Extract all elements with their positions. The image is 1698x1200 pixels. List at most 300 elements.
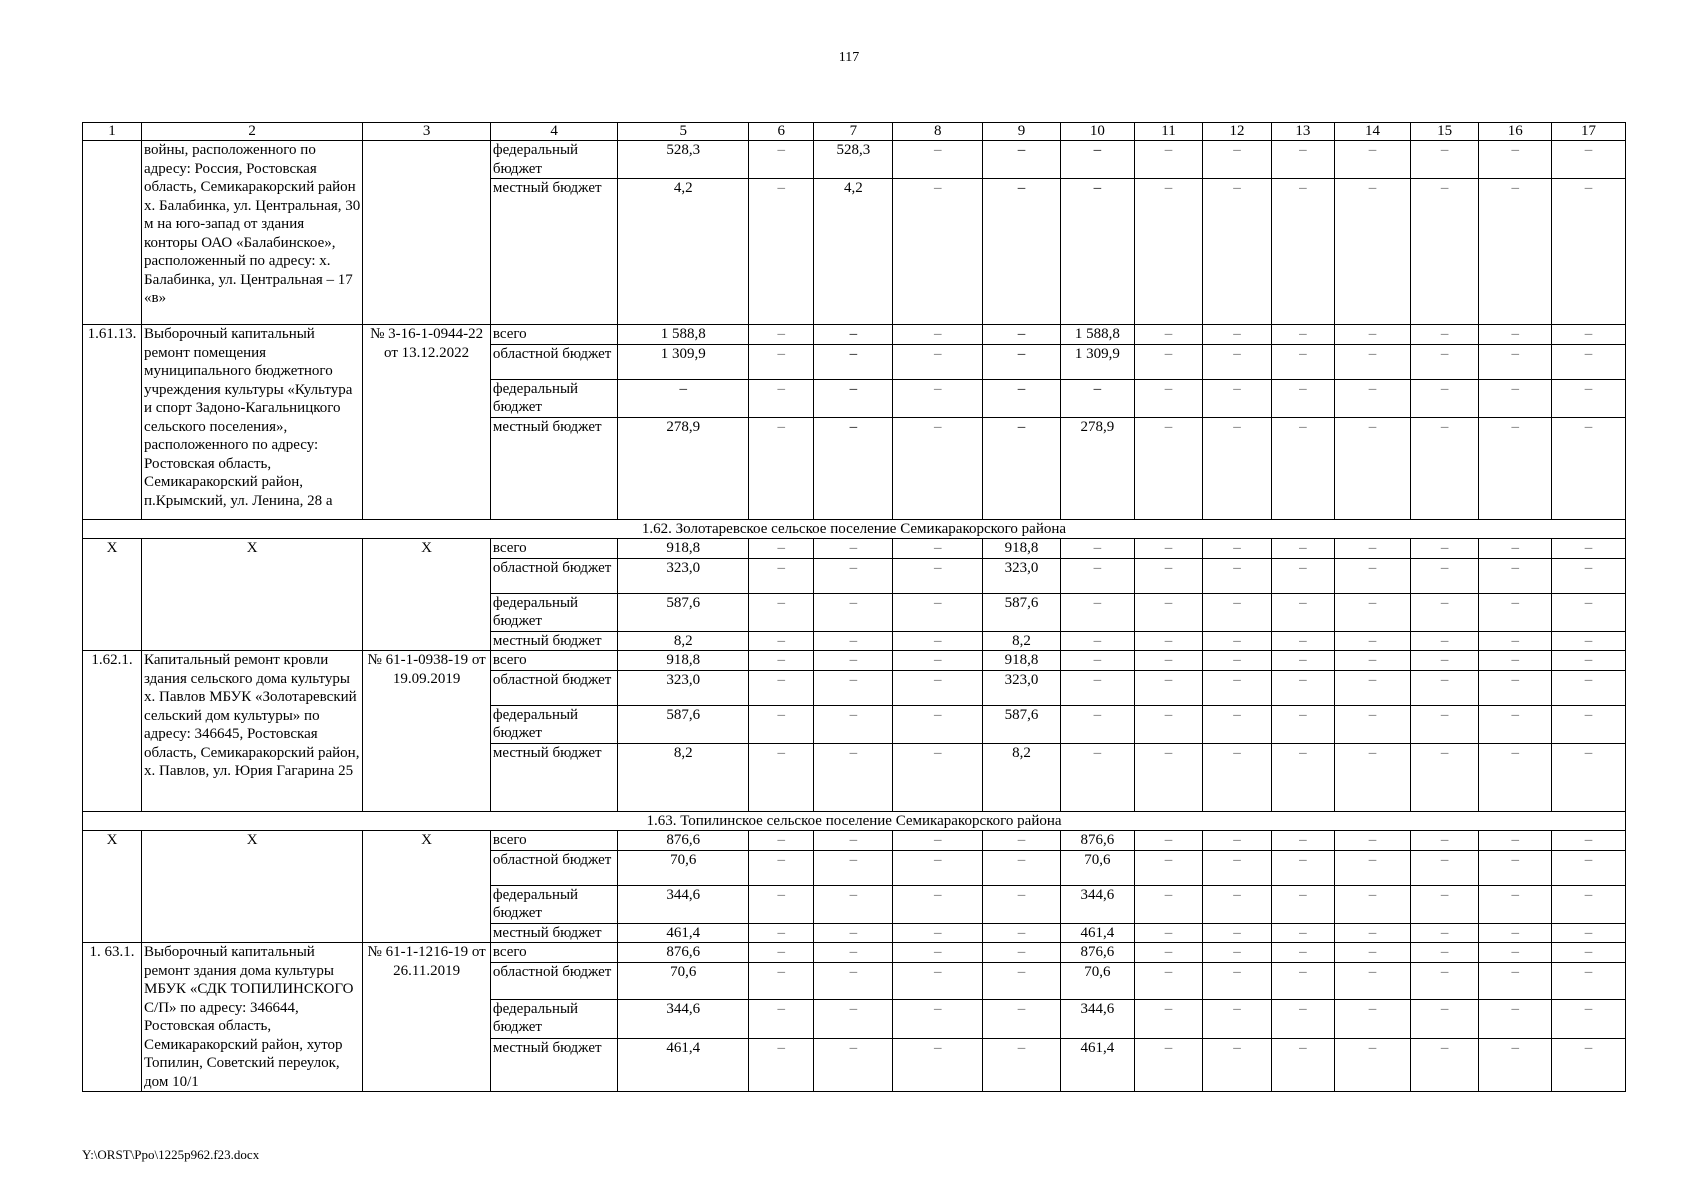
value-cell-col-10: 876,6	[1061, 943, 1135, 963]
dash-cell: –	[1061, 670, 1135, 705]
dash-cell: –	[1271, 923, 1334, 943]
dash-cell: –	[749, 593, 814, 631]
table-row	[83, 539, 1626, 559]
value-cell-col-7: –	[814, 344, 893, 379]
value-cell-col-10: 1 588,8	[1061, 325, 1135, 345]
dash-cell: –	[1335, 179, 1411, 325]
dash-cell: –	[1552, 651, 1626, 671]
dash-cell: –	[1335, 1039, 1411, 1092]
budget-source-label: всего	[490, 651, 618, 671]
budget-source-label: федеральный бюджет	[490, 705, 618, 743]
value-cell-col-9: 8,2	[983, 743, 1061, 811]
value-cell-col-9: –	[983, 179, 1061, 325]
table-row	[83, 325, 1626, 345]
dash-cell: –	[1134, 705, 1203, 743]
dash-cell: –	[749, 705, 814, 743]
dash-cell: –	[749, 743, 814, 811]
dash-cell: –	[1335, 963, 1411, 999]
dash-cell: –	[893, 379, 983, 417]
value-cell-col-9: 918,8	[983, 651, 1061, 671]
budget-source-label: областной бюджет	[490, 670, 618, 705]
dash-cell: –	[1271, 631, 1334, 651]
value-cell-col-10: 1 309,9	[1061, 344, 1135, 379]
dash-cell: –	[1552, 885, 1626, 923]
dash-cell: –	[1552, 999, 1626, 1038]
dash-cell: –	[1203, 651, 1272, 671]
dash-cell: –	[1203, 1039, 1272, 1092]
dash-cell: –	[1134, 831, 1203, 851]
column-header-13: 13	[1271, 123, 1334, 141]
item-number: 1. 63.1.	[83, 943, 142, 1092]
x-marker: Х	[83, 831, 142, 943]
dash-cell: –	[1410, 670, 1479, 705]
value-cell-col-7: –	[814, 325, 893, 345]
dash-cell: –	[1203, 344, 1272, 379]
dash-cell: –	[814, 885, 893, 923]
budget-source-label: федеральный бюджет	[490, 379, 618, 417]
dash-cell: –	[1134, 593, 1203, 631]
dash-cell: –	[1479, 539, 1552, 559]
dash-cell: –	[749, 179, 814, 325]
dash-cell: –	[893, 417, 983, 519]
dash-cell: –	[1335, 558, 1411, 593]
budget-source-label: местный бюджет	[490, 923, 618, 943]
dash-cell: –	[1134, 417, 1203, 519]
dash-cell: –	[983, 999, 1061, 1038]
value-cell-col-5: 461,4	[618, 923, 749, 943]
dash-cell: –	[893, 325, 983, 345]
dash-cell: –	[749, 943, 814, 963]
dash-cell: –	[1061, 539, 1135, 559]
dash-cell: –	[1479, 651, 1552, 671]
dash-cell: –	[1061, 558, 1135, 593]
dash-cell: –	[1271, 831, 1334, 851]
dash-cell: –	[1134, 963, 1203, 999]
dash-cell: –	[1552, 923, 1626, 943]
dash-cell: –	[893, 743, 983, 811]
value-cell-col-10: –	[1061, 379, 1135, 417]
column-header-7: 7	[814, 123, 893, 141]
dash-cell: –	[1335, 344, 1411, 379]
dash-cell: –	[1479, 141, 1552, 179]
dash-cell: –	[983, 885, 1061, 923]
dash-cell: –	[893, 1039, 983, 1092]
page-number: 117	[838, 50, 860, 65]
dash-cell: –	[1335, 141, 1411, 179]
dash-cell: –	[1410, 831, 1479, 851]
dash-cell: –	[1552, 850, 1626, 885]
dash-cell: –	[1335, 593, 1411, 631]
dash-cell: –	[983, 963, 1061, 999]
dash-cell: –	[1271, 999, 1334, 1038]
dash-cell: –	[1134, 539, 1203, 559]
dash-cell: –	[893, 539, 983, 559]
dash-cell: –	[1410, 1039, 1479, 1092]
column-header-16: 16	[1479, 123, 1552, 141]
dash-cell: –	[893, 999, 983, 1038]
dash-cell: –	[749, 539, 814, 559]
dash-cell: –	[814, 539, 893, 559]
dash-cell: –	[814, 743, 893, 811]
dash-cell: –	[1479, 417, 1552, 519]
dash-cell: –	[1552, 379, 1626, 417]
dash-cell: –	[1410, 593, 1479, 631]
x-marker: Х	[142, 539, 363, 651]
value-cell-col-10: 344,6	[1061, 885, 1135, 923]
value-cell-col-9: –	[983, 379, 1061, 417]
value-cell-col-9: 323,0	[983, 558, 1061, 593]
expertise-reference: № 61-1-0938-19 от 19.09.2019	[363, 651, 491, 812]
value-cell-col-5: 461,4	[618, 1039, 749, 1092]
dash-cell: –	[1552, 631, 1626, 651]
dash-cell: –	[1410, 344, 1479, 379]
item-number	[83, 141, 142, 325]
dash-cell: –	[1335, 705, 1411, 743]
dash-cell: –	[1410, 943, 1479, 963]
budget-source-label: всего	[490, 539, 618, 559]
dash-cell: –	[1271, 379, 1334, 417]
dash-cell: –	[1061, 651, 1135, 671]
table-row	[83, 831, 1626, 851]
table-row	[83, 651, 1626, 671]
dash-cell: –	[1479, 743, 1552, 811]
dash-cell: –	[1061, 705, 1135, 743]
dash-cell: –	[1203, 539, 1272, 559]
dash-cell: –	[814, 850, 893, 885]
dash-cell: –	[1410, 179, 1479, 325]
dash-cell: –	[1134, 558, 1203, 593]
dash-cell: –	[1203, 923, 1272, 943]
budget-source-label: местный бюджет	[490, 417, 618, 519]
x-marker: Х	[83, 539, 142, 651]
dash-cell: –	[1335, 670, 1411, 705]
value-cell-col-9: 587,6	[983, 593, 1061, 631]
footer-file-path: Y:\ORST\Ppo\1225p962.f23.docx	[82, 1147, 260, 1162]
value-cell-col-9: –	[983, 325, 1061, 345]
value-cell-col-10: 461,4	[1061, 923, 1135, 943]
dash-cell: –	[1203, 705, 1272, 743]
dash-cell: –	[1203, 179, 1272, 325]
item-number: 1.62.1.	[83, 651, 142, 812]
dash-cell: –	[749, 651, 814, 671]
dash-cell: –	[749, 141, 814, 179]
dash-cell: –	[1271, 651, 1334, 671]
budget-source-label: всего	[490, 943, 618, 963]
budget-source-label: всего	[490, 325, 618, 345]
dash-cell: –	[1552, 943, 1626, 963]
dash-cell: –	[1552, 743, 1626, 811]
section-title: 1.63. Топилинское сельское поселение Семикаракорского района	[83, 811, 1626, 831]
dash-cell: –	[749, 379, 814, 417]
item-description: Выборочный капитальный ремонт здания дома культуры МБУК «СДК ТОПИЛИНСКОГО С/П» по адресу: 346644, Ростовская область, Семикаракорский район, хутор Топилин, Советский переулок, дом 10/1	[142, 943, 363, 1092]
column-header-4: 4	[490, 123, 618, 141]
dash-cell: –	[1335, 999, 1411, 1038]
dash-cell: –	[1479, 1039, 1552, 1092]
value-cell-col-9: 8,2	[983, 631, 1061, 651]
dash-cell: –	[1134, 743, 1203, 811]
dash-cell: –	[893, 593, 983, 631]
dash-cell: –	[1271, 417, 1334, 519]
value-cell-col-5: 344,6	[618, 999, 749, 1038]
dash-cell: –	[1552, 325, 1626, 345]
dash-cell: –	[749, 999, 814, 1038]
value-cell-col-9: –	[983, 344, 1061, 379]
x-marker: Х	[363, 539, 491, 651]
dash-cell: –	[1552, 705, 1626, 743]
dash-cell: –	[1410, 417, 1479, 519]
dash-cell: –	[893, 963, 983, 999]
value-cell-col-10: 70,6	[1061, 850, 1135, 885]
dash-cell: –	[1479, 179, 1552, 325]
column-header-15: 15	[1410, 123, 1479, 141]
dash-cell: –	[814, 558, 893, 593]
value-cell-col-5: 8,2	[618, 631, 749, 651]
value-cell-col-9: 323,0	[983, 670, 1061, 705]
dash-cell: –	[1271, 850, 1334, 885]
dash-cell: –	[1203, 141, 1272, 179]
column-header-1: 1	[83, 123, 142, 141]
dash-cell: –	[1410, 651, 1479, 671]
column-header-9: 9	[983, 123, 1061, 141]
dash-cell: –	[1479, 670, 1552, 705]
dash-cell: –	[893, 141, 983, 179]
dash-cell: –	[893, 885, 983, 923]
dash-cell: –	[1203, 670, 1272, 705]
value-cell-col-5: 323,0	[618, 670, 749, 705]
dash-cell: –	[893, 344, 983, 379]
dash-cell: –	[749, 325, 814, 345]
dash-cell: –	[983, 1039, 1061, 1092]
dash-cell: –	[1479, 885, 1552, 923]
column-header-6: 6	[749, 123, 814, 141]
dash-cell: –	[1271, 539, 1334, 559]
dash-cell: –	[1335, 850, 1411, 885]
dash-cell: –	[1061, 593, 1135, 631]
dash-cell: –	[1552, 1039, 1626, 1092]
value-cell-col-9: 587,6	[983, 705, 1061, 743]
dash-cell: –	[1203, 943, 1272, 963]
dash-cell: –	[1552, 539, 1626, 559]
section-header-row	[83, 519, 1626, 539]
dash-cell: –	[1479, 558, 1552, 593]
dash-cell: –	[1134, 850, 1203, 885]
budget-source-label: областной бюджет	[490, 344, 618, 379]
value-cell-col-5: 528,3	[618, 141, 749, 179]
dash-cell: –	[1271, 593, 1334, 631]
dash-cell: –	[1479, 325, 1552, 345]
dash-cell: –	[1271, 141, 1334, 179]
dash-cell: –	[1479, 379, 1552, 417]
dash-cell: –	[1203, 379, 1272, 417]
value-cell-col-9: 918,8	[983, 539, 1061, 559]
dash-cell: –	[1410, 963, 1479, 999]
dash-cell: –	[1479, 705, 1552, 743]
value-cell-col-10: –	[1061, 179, 1135, 325]
dash-cell: –	[1335, 631, 1411, 651]
dash-cell: –	[814, 963, 893, 999]
value-cell-col-5: 1 309,9	[618, 344, 749, 379]
expertise-reference	[363, 141, 491, 325]
dash-cell: –	[893, 179, 983, 325]
dash-cell: –	[1479, 831, 1552, 851]
item-description: Капитальный ремонт кровли здания сельского дома культуры х. Павлов МБУК «Золотаревский сельский дом культуры» по адресу: 346645, Ростовская область, Семикаракорский район, х. Павлов, ул. Юрия Гагарина 25	[142, 651, 363, 812]
dash-cell: –	[1203, 743, 1272, 811]
dash-cell: –	[1552, 179, 1626, 325]
value-cell-col-10: –	[1061, 141, 1135, 179]
dash-cell: –	[1061, 631, 1135, 651]
dash-cell: –	[814, 943, 893, 963]
dash-cell: –	[1335, 651, 1411, 671]
dash-cell: –	[1271, 670, 1334, 705]
dash-cell: –	[1271, 179, 1334, 325]
dash-cell: –	[814, 670, 893, 705]
dash-cell: –	[1203, 963, 1272, 999]
dash-cell: –	[1271, 943, 1334, 963]
table-row	[83, 141, 1626, 179]
budget-source-label: местный бюджет	[490, 179, 618, 325]
dash-cell: –	[1335, 379, 1411, 417]
value-cell-col-10: 278,9	[1061, 417, 1135, 519]
dash-cell: –	[1552, 593, 1626, 631]
dash-cell: –	[1552, 831, 1626, 851]
dash-cell: –	[1134, 999, 1203, 1038]
dash-cell: –	[1335, 539, 1411, 559]
dash-cell: –	[1134, 885, 1203, 923]
dash-cell: –	[749, 923, 814, 943]
dash-cell: –	[1271, 743, 1334, 811]
budget-source-label: федеральный бюджет	[490, 999, 618, 1038]
dash-cell: –	[1203, 593, 1272, 631]
column-header-row	[83, 123, 1626, 141]
dash-cell: –	[1552, 344, 1626, 379]
section-title: 1.62. Золотаревское сельское поселение Семикаракорского района	[83, 519, 1626, 539]
dash-cell: –	[1203, 631, 1272, 651]
column-header-5: 5	[618, 123, 749, 141]
dash-cell: –	[1410, 325, 1479, 345]
dash-cell: –	[1134, 344, 1203, 379]
dash-cell: –	[1271, 558, 1334, 593]
dash-cell: –	[1203, 417, 1272, 519]
dash-cell: –	[749, 850, 814, 885]
dash-cell: –	[1203, 999, 1272, 1038]
dash-cell: –	[1552, 141, 1626, 179]
dash-cell: –	[749, 417, 814, 519]
value-cell-col-9: –	[983, 417, 1061, 519]
dash-cell: –	[749, 631, 814, 651]
value-cell-col-5: 8,2	[618, 743, 749, 811]
dash-cell: –	[814, 631, 893, 651]
dash-cell: –	[1410, 999, 1479, 1038]
dash-cell: –	[1134, 179, 1203, 325]
dash-cell: –	[749, 1039, 814, 1092]
dash-cell: –	[893, 631, 983, 651]
dash-cell: –	[983, 831, 1061, 851]
dash-cell: –	[893, 923, 983, 943]
dash-cell: –	[1271, 1039, 1334, 1092]
value-cell-col-5: 918,8	[618, 651, 749, 671]
dash-cell: –	[1410, 705, 1479, 743]
dash-cell: –	[1479, 593, 1552, 631]
dash-cell: –	[1134, 1039, 1203, 1092]
budget-source-label: федеральный бюджет	[490, 885, 618, 923]
dash-cell: –	[1479, 943, 1552, 963]
dash-cell: –	[893, 943, 983, 963]
dash-cell: –	[1203, 325, 1272, 345]
dash-cell: –	[1335, 885, 1411, 923]
dash-cell: –	[814, 831, 893, 851]
dash-cell: –	[1271, 885, 1334, 923]
value-cell-col-9: –	[983, 141, 1061, 179]
dash-cell: –	[1410, 141, 1479, 179]
dash-cell: –	[1271, 344, 1334, 379]
dash-cell: –	[749, 558, 814, 593]
x-marker: Х	[142, 831, 363, 943]
expertise-reference: № 61-1-1216-19 от 26.11.2019	[363, 943, 491, 1092]
column-header-8: 8	[893, 123, 983, 141]
dash-cell: –	[1335, 417, 1411, 519]
dash-cell: –	[814, 1039, 893, 1092]
dash-cell: –	[1134, 651, 1203, 671]
budget-source-label: местный бюджет	[490, 743, 618, 811]
dash-cell: –	[814, 593, 893, 631]
dash-cell: –	[893, 670, 983, 705]
dash-cell: –	[749, 344, 814, 379]
x-marker: Х	[363, 831, 491, 943]
value-cell-col-5: 587,6	[618, 593, 749, 631]
dash-cell: –	[1479, 344, 1552, 379]
dash-cell: –	[1479, 999, 1552, 1038]
value-cell-col-5: 4,2	[618, 179, 749, 325]
budget-source-label: областной бюджет	[490, 850, 618, 885]
dash-cell: –	[814, 705, 893, 743]
budget-source-label: местный бюджет	[490, 1039, 618, 1092]
dash-cell: –	[814, 923, 893, 943]
column-header-14: 14	[1335, 123, 1411, 141]
value-cell-col-5: 70,6	[618, 963, 749, 999]
dash-cell: –	[1479, 850, 1552, 885]
dash-cell: –	[1203, 558, 1272, 593]
value-cell-col-10: 876,6	[1061, 831, 1135, 851]
dash-cell: –	[1410, 885, 1479, 923]
dash-cell: –	[749, 831, 814, 851]
dash-cell: –	[1134, 631, 1203, 651]
dash-cell: –	[983, 943, 1061, 963]
value-cell-col-5: 918,8	[618, 539, 749, 559]
dash-cell: –	[983, 850, 1061, 885]
dash-cell: –	[1410, 558, 1479, 593]
value-cell-col-5: –	[618, 379, 749, 417]
dash-cell: –	[749, 670, 814, 705]
dash-cell: –	[1271, 705, 1334, 743]
dash-cell: –	[1479, 963, 1552, 999]
dash-cell: –	[1271, 963, 1334, 999]
value-cell-col-5: 278,9	[618, 417, 749, 519]
value-cell-col-5: 70,6	[618, 850, 749, 885]
dash-cell: –	[1410, 631, 1479, 651]
budget-table	[82, 122, 1626, 1092]
dash-cell: –	[893, 850, 983, 885]
value-cell-col-7: 528,3	[814, 141, 893, 179]
value-cell-col-10: 344,6	[1061, 999, 1135, 1038]
dash-cell: –	[1335, 923, 1411, 943]
dash-cell: –	[1410, 743, 1479, 811]
dash-cell: –	[1134, 379, 1203, 417]
dash-cell: –	[1335, 325, 1411, 345]
value-cell-col-5: 1 588,8	[618, 325, 749, 345]
dash-cell: –	[1552, 670, 1626, 705]
column-header-2: 2	[142, 123, 363, 141]
dash-cell: –	[1134, 141, 1203, 179]
